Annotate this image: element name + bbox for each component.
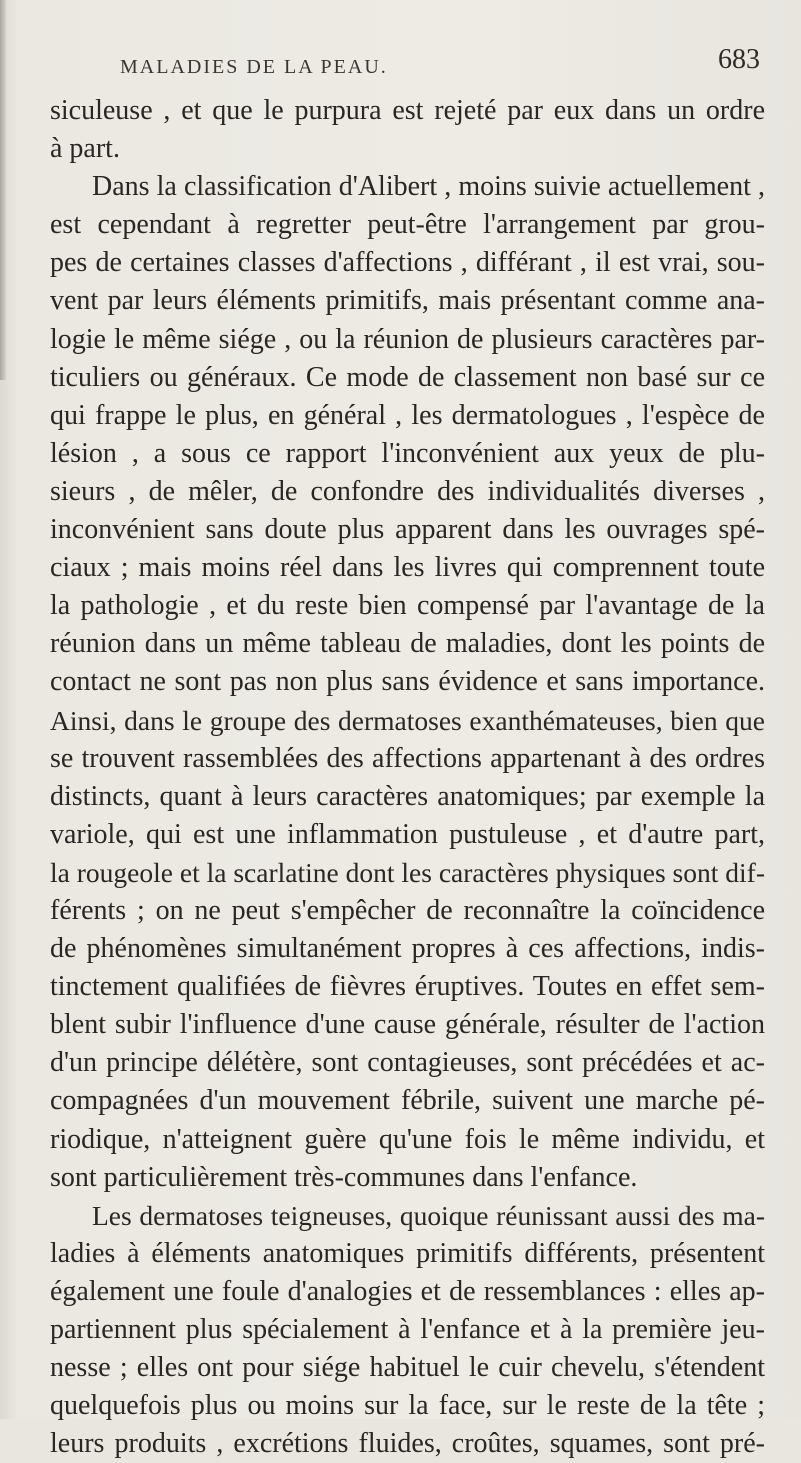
text-line: sieurs , de mêler, de confondre des individualités diverses , [50,475,765,507]
text-line: siculeuse , et que le purpura est rejeté par eux dans un ordre [50,95,765,126]
text-line: quelquefois plus ou moins sur la face, sur le reste de la tête ; [50,1390,765,1422]
text-line: variole, qui est une inflammation pustuleuse , et d'autre part, [50,818,765,850]
text-line: sont particulièrement très-communes dans l'enfance. [50,1161,638,1193]
text-line: contact ne sont pas non plus sans évidence et sans importance. [50,666,765,698]
paragraph-start-line: Dans la classification d'Alibert , moins suivie actuellement , [92,171,765,203]
text-line: compagnées d'un mouvement fébrile, suivent une marche pé- [50,1085,765,1117]
text-line: vent par leurs éléments primitifs, mais présentant comme ana- [50,285,765,317]
text-line: ladies à éléments anatomiques primitifs différents, présentent [50,1237,765,1269]
page-edge-shadow [0,0,6,380]
body-text [50,92,765,1463]
page-number: 683 [718,44,760,75]
text-line: distincts, quant à leurs caractères anatomiques; par exemple la [50,780,765,812]
text-line: réunion dans un même tableau de maladies, dont les points de [50,628,765,660]
text-line: également une foule d'analogies et de ressemblances : elles ap- [50,1275,765,1307]
text-line: qui frappe le plus, en général , les dermatologues , l'espèce de [50,399,765,431]
text-line: la rougeole et la scarlatine dont les caractères physiques sont dif- [50,856,765,888]
text-line: pes de certaines classes d'affections , différant , il est vrai, sou- [50,247,765,279]
text-line: de phénomènes simultanément propres à ces affections, indis- [50,933,765,965]
text-line: ticuliers ou généraux. Ce mode de classement non basé sur ce [50,361,765,393]
text-line: ciaux ; mais moins réel dans les livres qui comprennent toute [50,552,765,584]
text-line: nesse ; elles ont pour siége habituel le cuir chevelu, s'étendent [50,1352,765,1384]
running-head: MALADIES DE LA PEAU. [120,56,388,78]
text-line: se trouvent rassemblées des affections appartenant à des ordres [50,742,765,774]
text-line: blent subir l'influence d'une cause générale, résulter de l'action [50,1009,765,1041]
text-line: est cependant à regretter peut-être l'arrangement par grou- [50,209,765,241]
text-line: la pathologie , et du reste bien compensé par l'avantage de la [50,590,765,622]
text-line: riodique, n'atteignent guère qu'une fois le même individu, et [50,1123,765,1155]
text-line: lésion , a sous ce rapport l'inconvénient aux yeux de plu- [50,437,765,469]
text-line: d'un principe délétère, sont contagieuses, sont précédées et ac- [50,1047,765,1079]
text-line: Ainsi, dans le groupe des dermatoses exanthémateuses, bien que [50,704,765,736]
text-line: partiennent plus spécialement à l'enfance et à la première jeu- [50,1314,765,1345]
text-line: inconvénient sans doute plus apparent dans les ouvrages spé- [50,514,765,546]
text-line: leurs produits , excrétions fluides, croûtes, squames, sont pré- [50,1428,765,1460]
page-header [60,44,760,84]
text-line: à part. [50,133,120,165]
paragraph-start-line: Les dermatoses teigneuses, quoique réunissant aussi des ma- [92,1199,765,1231]
text-line: logie le même siége , ou la réunion de plusieurs caractères par- [50,323,765,355]
text-line: férents ; on ne peut s'empêcher de reconnaître la coïncidence [50,894,765,926]
text-line: tinctement qualifiées de fièvres éruptives. Toutes en effet sem- [50,971,765,1003]
